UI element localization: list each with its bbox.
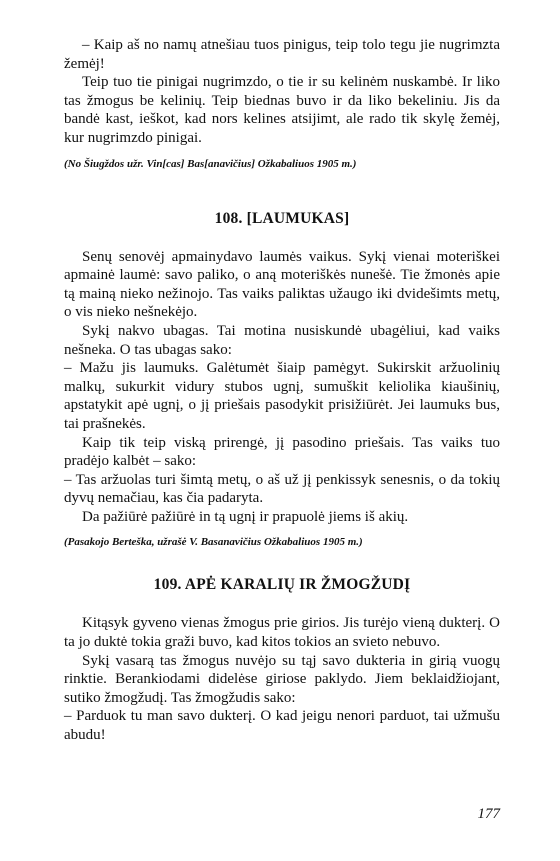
story-107-source-note: (No Šiugždos užr. Vin[cas] Bas[anavičius] Ožkabaliuos 1905 m.): [64, 157, 357, 170]
story-108-source-note: (Pasakojo Berteška, užrašė V. Basanavičius Ožkabaliuos 1905 m.): [64, 536, 363, 549]
page-number: 177: [477, 806, 500, 822]
story-108-paragraph-5: – Tas aržuolas turi šimtą metų, o aš už jį penkissyk senesnis, o da tokių dyvų nemačiau, kas čia padaryta.: [64, 471, 500, 507]
story-109-paragraph-3: – Parduok tu man savo dukterį. O kad jeigu nenori parduot, tai užmušu abudu!: [64, 708, 500, 744]
story-107-paragraph-2: Teip tuo tie pinigai nugrimzdo, o tie ir su kelinėm nuskambė. Ir liko tas žmogus be kelinių. Teip biednas buvo ir da liko bekeliniu. Jis da bandė kast, ieškot, kad nors kelines atsijimt, ale rado tik skylę žemėj, kur nugrimzdo pinigai.: [64, 74, 500, 146]
book-page: [64, 36, 500, 836]
story-108-title: 108. [LAUMUKAS]: [214, 209, 350, 227]
story-108-paragraph-1: Senų senovėj apmainydavo laumės vaikus. Sykį vienai moteriškei apmainė laumė: savo paliko, o aną moteriškės nunešė. Tie žmonės apie tą mainą nieko nežinojo. Tas vaiks paliktas užaugo iki dvidešimts metų, o vis nieko nešnekėjo.: [64, 248, 500, 321]
story-109-paragraph-1: Kitąsyk gyveno vienas žmogus prie girios. Jis turėjo vieną dukterį. O ta jo duktė tokia graži buvo, kad kitos tokios an svieto nebuvo.: [64, 615, 500, 651]
story-107-paragraph-1: – Kaip aš no namų atnešiau tuos pinigus, teip tolo tegu jie nugrimzta žemėj!: [64, 37, 500, 72]
story-108-paragraph-4: Kaip tik teip viską prirengė, jį pasodino priešais. Tas vaiks tuo pradėjo kalbėt – sako:: [64, 434, 500, 470]
story-108-paragraph-3: – Mažu jis laumuks. Galėtumėt šiaip pamėgyt. Sukirskit aržuolinių malkų, sukurkit vidury stubos ugnį, sumuškit keliolika kiaušinių, apstatykit apė ugnį, o jį priešais pasodykit prisižiūrėt. Jei laumuks bus, tai prašnekės.: [64, 360, 500, 432]
story-109-paragraph-2: Sykį vasarą tas žmogus nuvėjo su tąj savo dukteria in girią vuogų rinktie. Berankiodami didelėse giriose paklydo. Jiem beklaidžiojant, sutiko žmogžudį. Tas žmogžudis sako:: [64, 652, 500, 706]
story-109-title: 109. APĖ KARALIŲ IR ŽMOGŽUDĮ: [153, 576, 411, 594]
story-108-paragraph-6: Da pažiūrė pažiūrė in tą ugnį ir prapuolė jiems iš akių.: [82, 508, 409, 525]
story-108-paragraph-2: Sykį nakvo ubagas. Tai motina nusiskundė ubagėliui, kad vaiks nešneka. O tas ubagas sako:: [64, 322, 500, 358]
